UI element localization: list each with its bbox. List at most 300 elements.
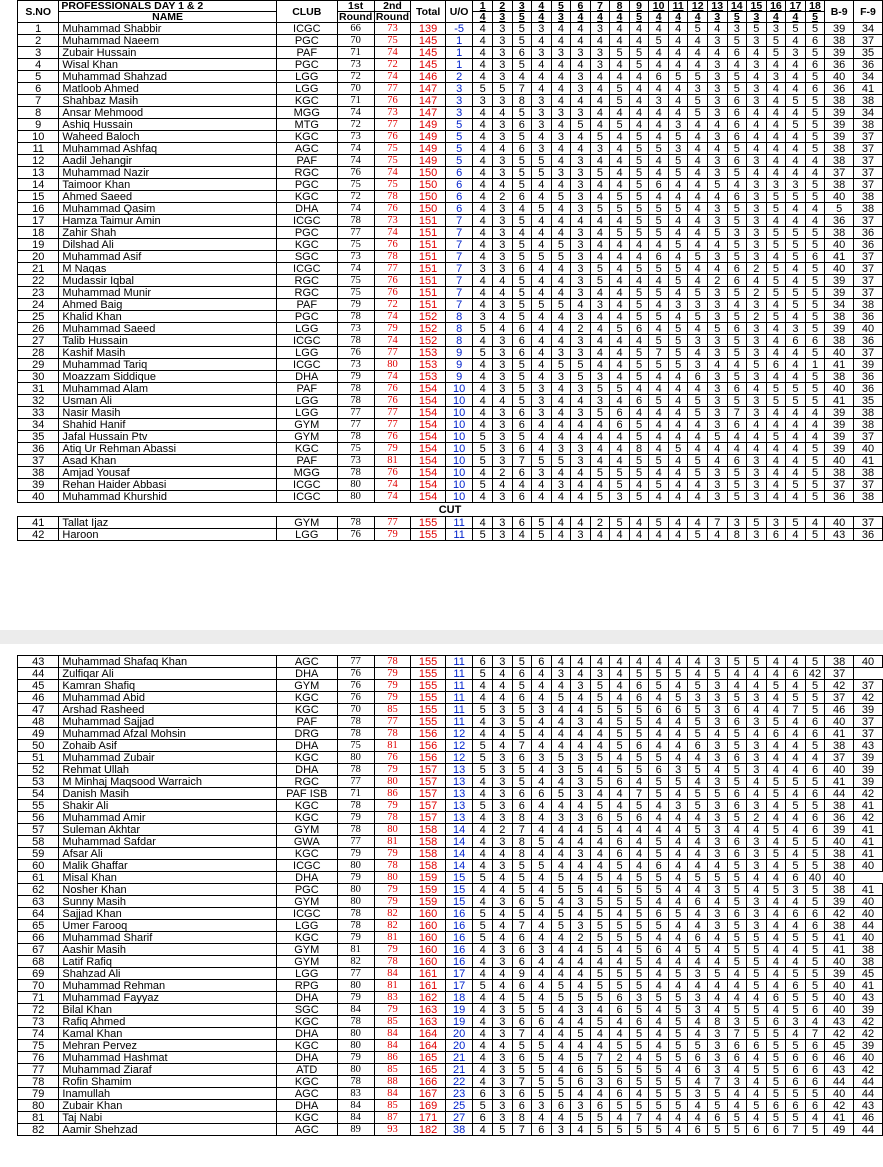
sno-cell: 35: [18, 431, 59, 443]
round2-cell: 78: [374, 860, 411, 872]
par-8: 4: [610, 12, 630, 23]
club-cell: LGG: [276, 71, 337, 83]
back9-cell: 36: [825, 215, 854, 227]
total-cell: 151: [411, 251, 446, 263]
hole-score-cell: 4: [649, 491, 669, 503]
hole-score-cell: 4: [571, 908, 591, 920]
hole-score-cell: 4: [786, 740, 806, 752]
round2-cell: 72: [374, 59, 411, 71]
player-row: [18, 1052, 883, 1064]
hole-score-cell: 4: [551, 155, 571, 167]
hole-score-cell: 3: [492, 1076, 512, 1088]
hole-score-cell: 5: [629, 716, 649, 728]
player-name-cell: Ahmed Saeed: [59, 191, 276, 203]
player-row: [18, 227, 883, 239]
player-name-cell: Ahmed Baig: [59, 299, 276, 311]
hole-score-cell: 4: [688, 323, 708, 335]
front9-cell: 42: [854, 1016, 883, 1028]
player-name-cell: Zahir Shah: [59, 227, 276, 239]
hole-score-cell: 6: [571, 1064, 591, 1076]
sno-cell: 50: [18, 740, 59, 752]
under-over-cell: 11: [445, 529, 473, 541]
hole-score-cell: 6: [512, 191, 532, 203]
front9-cell: 37: [854, 263, 883, 275]
hole-score-cell: 3: [571, 311, 591, 323]
hole-score-cell: 5: [708, 431, 728, 443]
club-cell: PAF ISB: [276, 788, 337, 800]
sno-cell: 42: [18, 529, 59, 541]
hole-score-cell: 4: [708, 263, 728, 275]
hole-score-cell: 6: [805, 59, 825, 71]
player-name-cell: Muhammad Qasim: [59, 203, 276, 215]
hole-score-cell: 6: [629, 680, 649, 692]
hole-score-cell: 5: [766, 263, 786, 275]
hole-score-cell: 3: [708, 908, 728, 920]
round1-cell: 82: [337, 956, 374, 968]
hole-score-cell: 5: [473, 479, 493, 491]
total-cell: 169: [411, 1100, 446, 1112]
hole-score-cell: 5: [590, 383, 610, 395]
hole-score-cell: 4: [532, 800, 552, 812]
hole-score-cell: 5: [590, 752, 610, 764]
hole-score-cell: 5: [649, 263, 669, 275]
hole-score-cell: 5: [727, 1004, 747, 1016]
round2-cell: 76: [374, 467, 411, 479]
front9-cell: 38: [854, 944, 883, 956]
club-cell: ICGC: [276, 479, 337, 491]
hole-score-cell: 5: [766, 191, 786, 203]
hole-score-cell: 4: [649, 716, 669, 728]
club-header: CLUB: [276, 1, 337, 23]
back9-cell: 38: [825, 884, 854, 896]
hole-score-cell: 4: [649, 275, 669, 287]
back9-cell: 38: [825, 143, 854, 155]
round2-cell: 74: [374, 47, 411, 59]
hole-score-cell: 4: [492, 872, 512, 884]
hole-score-cell: 4: [473, 884, 493, 896]
hole-score-cell: 4: [571, 668, 591, 680]
player-name-cell: Muhammad Tariq: [59, 359, 276, 371]
hole-score-cell: 4: [766, 836, 786, 848]
hole-score-cell: 4: [492, 980, 512, 992]
hole-score-cell: 5: [668, 347, 688, 359]
hole-score-cell: 3: [532, 944, 552, 956]
hole-score-cell: 4: [590, 239, 610, 251]
hole-score-cell: 5: [786, 968, 806, 980]
hole-score-cell: 4: [747, 383, 767, 395]
hole-score-cell: 4: [766, 167, 786, 179]
back9-cell: 40: [825, 263, 854, 275]
hole-score-cell: 3: [571, 920, 591, 932]
hole-score-cell: 5: [668, 668, 688, 680]
hole-score-cell: 5: [708, 1100, 728, 1112]
hole-score-cell: 4: [805, 155, 825, 167]
hole-score-cell: 3: [747, 491, 767, 503]
hole-score-cell: 6: [551, 1100, 571, 1112]
hole-score-cell: 6: [727, 263, 747, 275]
hole-score-cell: 5: [629, 704, 649, 716]
hole-score-cell: 4: [766, 143, 786, 155]
front9-cell: 38: [854, 956, 883, 968]
hole-score-cell: 5: [649, 668, 669, 680]
hole-score-cell: 3: [747, 752, 767, 764]
player-name-cell: Mudassir Iqbal: [59, 275, 276, 287]
hole-score-cell: 4: [649, 968, 669, 980]
hole-score-cell: 4: [727, 992, 747, 1004]
hole-score-cell: 5: [610, 1040, 630, 1052]
round1-cell: 66: [337, 23, 374, 35]
hole-score-cell: 4: [747, 668, 767, 680]
hole-score-cell: 5: [766, 1088, 786, 1100]
hole-score-cell: 3: [532, 95, 552, 107]
hole-score-cell: 5: [708, 179, 728, 191]
hole-score-cell: 4: [590, 529, 610, 541]
under-over-cell: 25: [445, 1100, 473, 1112]
hole-score-cell: 4: [571, 1040, 591, 1052]
hole-score-cell: 4: [766, 323, 786, 335]
hole-score-cell: 4: [688, 59, 708, 71]
under-over-cell: -5: [445, 23, 473, 35]
front9-cell: 45: [854, 968, 883, 980]
back9-cell: 40: [825, 517, 854, 529]
hole-score-cell: 5: [805, 95, 825, 107]
hole-score-cell: 5: [590, 704, 610, 716]
front9-cell: 44: [854, 1076, 883, 1088]
hole-score-cell: 4: [473, 467, 493, 479]
hole-score-cell: 5: [571, 359, 591, 371]
hole-score-cell: 4: [473, 275, 493, 287]
back9-cell: 40: [825, 716, 854, 728]
hole-score-cell: 6: [512, 944, 532, 956]
hole-score-cell: 3: [492, 517, 512, 529]
hole-score-cell: 3: [551, 347, 571, 359]
hole-score-cell: 6: [786, 1076, 806, 1088]
hole-score-cell: 4: [786, 1028, 806, 1040]
hole-score-cell: 3: [708, 1028, 728, 1040]
hole-score-cell: 4: [766, 407, 786, 419]
hole-score-cell: 6: [786, 668, 806, 680]
hole-score-cell: 3: [688, 359, 708, 371]
total-cell: 157: [411, 764, 446, 776]
hole-score-cell: 3: [492, 455, 512, 467]
hole-score-cell: 4: [590, 215, 610, 227]
hole-score-cell: 5: [610, 716, 630, 728]
hole-score-cell: 4: [551, 227, 571, 239]
hole-score-cell: 4: [668, 383, 688, 395]
round1-cell: 78: [337, 764, 374, 776]
back9-cell: 38: [825, 740, 854, 752]
hole-score-cell: 4: [532, 131, 552, 143]
hole-score-cell: 4: [610, 529, 630, 541]
hole-score-cell: 3: [571, 752, 591, 764]
hole-score-cell: 5: [786, 395, 806, 407]
hole-score-cell: 7: [727, 407, 747, 419]
hole-score-cell: 3: [532, 23, 552, 35]
hole-score-cell: 4: [629, 383, 649, 395]
player-name-cell: Haroon: [59, 529, 276, 541]
round2-cell: 80: [374, 776, 411, 788]
club-cell: GYM: [276, 944, 337, 956]
back9-cell: 40: [825, 764, 854, 776]
hole-score-cell: 4: [571, 1124, 591, 1136]
hole-score-cell: 6: [688, 740, 708, 752]
hole-score-cell: 3: [708, 107, 728, 119]
hole-score-cell: 3: [492, 491, 512, 503]
hole-score-cell: 4: [473, 383, 493, 395]
hole-score-cell: 5: [629, 884, 649, 896]
round1-cell: 77: [337, 407, 374, 419]
hole-score-cell: 4: [786, 359, 806, 371]
hole-score-cell: 5: [727, 311, 747, 323]
hole-score-cell: 4: [688, 1100, 708, 1112]
sno-cell: 11: [18, 143, 59, 155]
hole-score-cell: 2: [571, 323, 591, 335]
hole-score-cell: 3: [708, 704, 728, 716]
hole-score-cell: 4: [747, 824, 767, 836]
total-cell: 157: [411, 800, 446, 812]
total-cell: 159: [411, 896, 446, 908]
back9-cell: 40: [825, 383, 854, 395]
hole-score-cell: 4: [610, 251, 630, 263]
hole-score-cell: 3: [473, 95, 493, 107]
hole-score-cell: 4: [551, 1040, 571, 1052]
hole-score-cell: 3: [668, 764, 688, 776]
hole-score-cell: 5: [629, 944, 649, 956]
hole-score-cell: 5: [786, 1004, 806, 1016]
hole-score-cell: 3: [708, 920, 728, 932]
back9-cell: 46: [825, 704, 854, 716]
hole-score-cell: 5: [805, 800, 825, 812]
hole-score-cell: 3: [532, 143, 552, 155]
back9-cell: 40: [825, 191, 854, 203]
hole-score-cell: 4: [492, 395, 512, 407]
hole-score-cell: 4: [786, 107, 806, 119]
front9-cell: 37: [854, 479, 883, 491]
hole-score-cell: 5: [727, 896, 747, 908]
hole-score-cell: 5: [786, 251, 806, 263]
hole-score-cell: 3: [708, 155, 728, 167]
hole-score-cell: 4: [786, 167, 806, 179]
round1-cell: 77: [337, 836, 374, 848]
round2-cell: 78: [374, 956, 411, 968]
hole-18: 18: [805, 1, 825, 12]
front9-cell: 37: [854, 131, 883, 143]
hole-score-cell: 5: [708, 788, 728, 800]
hole-score-cell: 3: [551, 371, 571, 383]
hole-score-cell: 4: [708, 932, 728, 944]
hole-score-cell: 5: [512, 656, 532, 668]
hole-score-cell: 4: [649, 932, 669, 944]
hole-score-cell: 5: [668, 335, 688, 347]
hole-score-cell: 4: [649, 529, 669, 541]
under-over-cell: 10: [445, 443, 473, 455]
player-row: [18, 443, 883, 455]
round1-cell: 76: [337, 167, 374, 179]
total-cell: 150: [411, 167, 446, 179]
hole-score-cell: 4: [610, 311, 630, 323]
hole-score-cell: 5: [805, 263, 825, 275]
hole-score-cell: 5: [649, 517, 669, 529]
total-cell: 151: [411, 263, 446, 275]
hole-score-cell: 3: [571, 716, 591, 728]
round2-cell: 79: [374, 848, 411, 860]
hole-score-cell: 4: [492, 311, 512, 323]
club-cell: SGC: [276, 1004, 337, 1016]
hole-score-cell: 2: [747, 263, 767, 275]
player-row: [18, 431, 883, 443]
hole-score-cell: 4: [668, 179, 688, 191]
hole-score-cell: 3: [708, 407, 728, 419]
hole-score-cell: 4: [610, 395, 630, 407]
round1-cell: 76: [337, 529, 374, 541]
round1-cell: 78: [337, 1076, 374, 1088]
hole-score-cell: 5: [805, 131, 825, 143]
hole-score-cell: 4: [473, 1040, 493, 1052]
hole-score-cell: 4: [473, 1076, 493, 1088]
club-cell: GYM: [276, 824, 337, 836]
hole-score-cell: 4: [766, 752, 786, 764]
hole-score-cell: 3: [571, 203, 591, 215]
hole-score-cell: 8: [512, 812, 532, 824]
hole-score-cell: 4: [766, 347, 786, 359]
hole-score-cell: 4: [551, 800, 571, 812]
club-cell: ICGC: [276, 263, 337, 275]
hole-score-cell: 4: [532, 1028, 552, 1040]
hole-score-cell: 4: [473, 944, 493, 956]
hole-score-cell: 5: [688, 824, 708, 836]
total-cell: 155: [411, 517, 446, 529]
hole-score-cell: 3: [551, 1124, 571, 1136]
round2-cell: 77: [374, 407, 411, 419]
back9-cell: 49: [825, 1124, 854, 1136]
sno-cell: 43: [18, 656, 59, 668]
hole-score-cell: 7: [512, 1124, 532, 1136]
hole-score-cell: 5: [727, 812, 747, 824]
player-name-cell: Kamal Khan: [59, 1028, 276, 1040]
hole-score-cell: 3: [571, 47, 591, 59]
front9-cell: 40: [854, 908, 883, 920]
player-row: [18, 848, 883, 860]
hole-score-cell: 6: [512, 347, 532, 359]
player-row: [18, 419, 883, 431]
total-cell: 159: [411, 884, 446, 896]
hole-score-cell: 5: [727, 467, 747, 479]
hole-score-cell: 4: [688, 908, 708, 920]
round1-cell: 72: [337, 191, 374, 203]
hole-score-cell: 3: [551, 47, 571, 59]
hole-score-cell: 3: [708, 1040, 728, 1052]
total-cell: 153: [411, 371, 446, 383]
hole-score-cell: 4: [610, 167, 630, 179]
under-over-cell: 21: [445, 1052, 473, 1064]
under-over-cell: 14: [445, 824, 473, 836]
under-over-cell: 10: [445, 479, 473, 491]
hole-score-cell: 3: [492, 776, 512, 788]
hole-score-cell: 4: [629, 83, 649, 95]
hole-score-cell: 3: [571, 1004, 591, 1016]
hole-score-cell: 3: [708, 836, 728, 848]
hole-score-cell: 3: [747, 692, 767, 704]
hole-score-cell: 3: [727, 1076, 747, 1088]
hole-score-cell: 3: [747, 848, 767, 860]
sno-cell: 30: [18, 371, 59, 383]
round1-cell: 80: [337, 980, 374, 992]
hole-score-cell: 4: [610, 131, 630, 143]
hole-score-cell: 3: [708, 347, 728, 359]
hole-score-cell: 5: [610, 47, 630, 59]
hole-15: 15: [747, 1, 767, 12]
hole-score-cell: 4: [766, 59, 786, 71]
hole-score-cell: 3: [571, 896, 591, 908]
hole-score-cell: 4: [668, 920, 688, 932]
player-row: [18, 728, 883, 740]
club-cell: ICGC: [276, 335, 337, 347]
total-cell: 145: [411, 47, 446, 59]
hole-score-cell: 4: [571, 131, 591, 143]
hole-score-cell: 4: [532, 884, 552, 896]
front9-cell: 39: [854, 1004, 883, 1016]
hole-score-cell: 5: [727, 860, 747, 872]
hole-score-cell: 5: [532, 1040, 552, 1052]
hole-score-cell: 4: [649, 812, 669, 824]
hole-score-cell: 4: [668, 407, 688, 419]
hole-score-cell: 4: [766, 83, 786, 95]
hole-score-cell: 5: [766, 431, 786, 443]
hole-score-cell: 4: [610, 179, 630, 191]
hole-score-cell: 4: [708, 443, 728, 455]
total-cell: 164: [411, 1040, 446, 1052]
club-cell: ICGC: [276, 215, 337, 227]
hole-score-cell: 5: [668, 71, 688, 83]
hole-score-cell: 6: [610, 776, 630, 788]
player-row: [18, 1028, 883, 1040]
back9-cell: 40: [825, 1004, 854, 1016]
club-cell: KGC: [276, 443, 337, 455]
hole-score-cell: 4: [473, 419, 493, 431]
player-row: [18, 716, 883, 728]
hole-score-cell: 6: [512, 323, 532, 335]
hole-score-cell: 3: [747, 920, 767, 932]
hole-score-cell: 5: [629, 1076, 649, 1088]
club-cell: ATD: [276, 1064, 337, 1076]
hole-score-cell: 4: [610, 431, 630, 443]
hole-score-cell: 5: [786, 287, 806, 299]
hole-7: 7: [590, 1, 610, 12]
player-row: [18, 71, 883, 83]
hole-score-cell: 4: [551, 467, 571, 479]
back9-cell: 38: [825, 35, 854, 47]
hole-score-cell: 4: [532, 371, 552, 383]
round1-cell: 78: [337, 920, 374, 932]
under-over-cell: 23: [445, 1088, 473, 1100]
player-row: [18, 896, 883, 908]
player-name-cell: Matloob Ahmed: [59, 83, 276, 95]
hole-score-cell: 5: [727, 932, 747, 944]
round2-cell: 77: [374, 83, 411, 95]
hole-score-cell: 4: [766, 944, 786, 956]
sno-cell: 75: [18, 1040, 59, 1052]
hole-score-cell: 4: [551, 311, 571, 323]
hole-score-cell: 3: [747, 407, 767, 419]
hole-score-cell: 5: [473, 704, 493, 716]
hole-score-cell: 4: [649, 383, 669, 395]
hole-score-cell: 4: [708, 143, 728, 155]
round2-cell: 84: [374, 968, 411, 980]
hole-score-cell: 4: [708, 191, 728, 203]
round1-cell: 78: [337, 824, 374, 836]
hole-score-cell: 4: [473, 517, 493, 529]
round2-cell: 75: [374, 35, 411, 47]
